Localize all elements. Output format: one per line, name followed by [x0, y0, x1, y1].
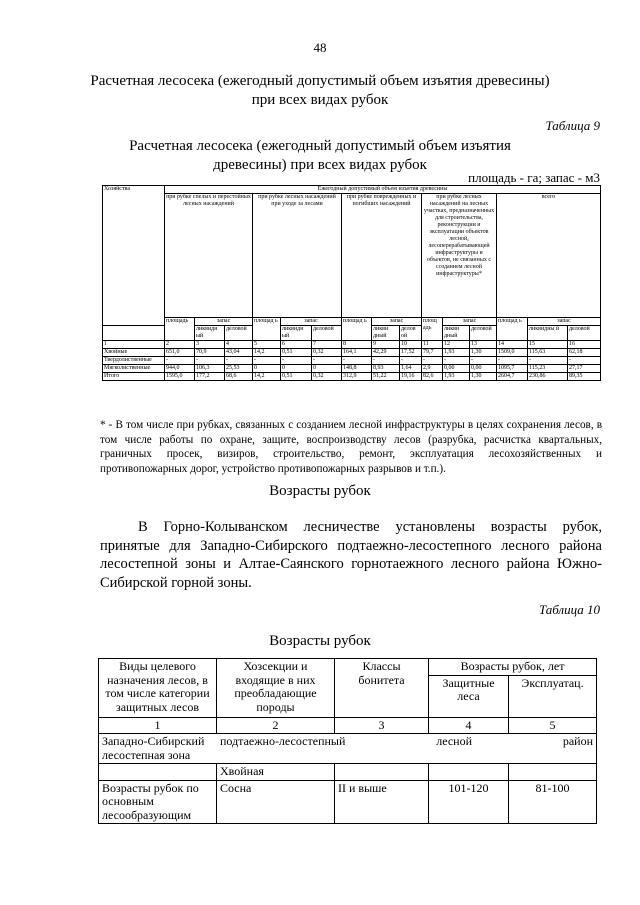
table-cell: 164,1 [342, 349, 372, 357]
table10-label: Таблица 10 [538, 602, 600, 617]
table-cell: - [470, 357, 497, 365]
col-number: 13 [470, 341, 497, 349]
table-cell: 230,86 [528, 373, 568, 381]
table9-units: площадь - га; запас - м3 [468, 170, 600, 185]
header-stock: запас [443, 318, 497, 326]
table-cell: 0 [281, 365, 312, 373]
col-number: 14 [497, 341, 528, 349]
t10-col-number: 4 [429, 717, 509, 734]
col-number: 6 [281, 341, 312, 349]
table-row [103, 357, 601, 365]
table10-title: Возрасты рубок [269, 633, 371, 649]
table-cell: - [165, 357, 195, 365]
table-cell: 19,16 [400, 373, 422, 381]
table-cell: 0,32 [312, 373, 342, 381]
table-cell: 944,0 [165, 365, 195, 373]
header-stock: запас [372, 318, 422, 326]
col-number: 1 [103, 341, 165, 349]
table-cell: 1,93 [443, 349, 470, 357]
cutting-volume-table [102, 185, 601, 381]
header-stock: запас [528, 318, 601, 326]
t10-row-exploitation: 81-100 [509, 780, 597, 824]
t10-row-species: Сосна [217, 780, 335, 824]
t10-region-left: Западно-Сибирский [102, 734, 205, 748]
table-cell: 2604,7 [497, 373, 528, 381]
col-number: 2 [165, 341, 195, 349]
header-group-infrastructure: при рубке лесных насаждений на лесных участках, предназначенных для строительства, реконструкции и эксплуатации объектов лесной, лесоперерабатывающей инфраструктуры и объектов, не связанных с созданием лесной инфраструктуры* [422, 194, 497, 318]
col-number: 7 [312, 341, 342, 349]
table-cell: 115,63 [528, 349, 568, 357]
row-name: Твердолиственные [103, 357, 165, 365]
t10-header-ages: Возрасты рубок, лет [429, 659, 597, 676]
table-cell: 1095,7 [497, 365, 528, 373]
table-cell: 42,29 [372, 349, 400, 357]
t10-region-word: подтаежно-лесостепный [220, 734, 346, 748]
table-cell: 0,51 [281, 373, 312, 381]
t10-region-word: лесной [436, 734, 473, 748]
header-business: деловой [225, 326, 253, 341]
t10-col-number: 1 [99, 717, 217, 734]
table-cell: 51,22 [372, 373, 400, 381]
table-cell: 1,93 [443, 373, 470, 381]
table-cell: 82,6 [422, 373, 443, 381]
table-cell: - [312, 357, 342, 365]
t10-header-sections: Хозсекции и входящие в них преобладающие породы [217, 659, 335, 718]
table-cell: 177,2 [195, 373, 225, 381]
footnote: * - В том числе при рубках, связанных с созданием лесной инфраструктуры в целях сохранения лесов, в том числе работы по охране, защите, воспроизводству лесов (разрубка, расчистка квартальных, граничных просек, визиров, строительство, ремонт, эксплуатация лесохозяйственных и противопожарных дорог, устройство противопожарных разрывов и т.п.). [100, 419, 602, 475]
col-number: 12 [443, 341, 470, 349]
t10-header-protective: Защитные леса [429, 675, 509, 717]
col-number: 4 [225, 341, 253, 349]
t10-header-bonitet: Классы бонитета [335, 659, 429, 718]
t10-row-bonitet: II и выше [335, 780, 429, 824]
header-liquid: ликвн дный [443, 326, 470, 341]
t10-region-row [99, 734, 597, 764]
table-cell: 25,53 [225, 365, 253, 373]
header-group-total: всего [497, 194, 601, 318]
t10-row-protective: 101-120 [429, 780, 509, 824]
t10-row-purpose: Возрасты рубок по основным лесообразующим [99, 780, 217, 824]
col-number: 8 [342, 341, 372, 349]
row-name: Мягколиственные [103, 365, 165, 373]
section-title: Возрасты рубок [269, 483, 371, 499]
table-row [103, 349, 601, 357]
header-annual: Ежегодный допустимый объем изъятия древесины [165, 186, 601, 194]
col-number: 10 [400, 341, 422, 349]
header-business: делов ой [400, 326, 422, 341]
header-business: деловой [470, 326, 497, 341]
header-liquid: ликвидн ый [195, 326, 225, 341]
table-cell: 1,64 [400, 365, 422, 373]
table-cell: - [422, 357, 443, 365]
table-cell: 1,30 [470, 349, 497, 357]
table-cell: 312,9 [342, 373, 372, 381]
table-cell: 0,00 [443, 365, 470, 373]
table-cell: 89,35 [568, 373, 601, 381]
table-cell: 2,9 [422, 365, 443, 373]
header-stock: запас [195, 318, 253, 326]
table-cell: 0,51 [281, 349, 312, 357]
table-cell: 651,0 [165, 349, 195, 357]
table-cell: 0 [312, 365, 342, 373]
header-area: площадь [165, 318, 195, 341]
table-row [103, 365, 601, 373]
header-liquid: ликвидн ый [281, 326, 312, 341]
col-number: 9 [372, 341, 400, 349]
table-cell: 1595,0 [165, 373, 195, 381]
table-cell: 0,00 [470, 365, 497, 373]
table-cell: - [497, 357, 528, 365]
table-cell: - [253, 357, 281, 365]
header-area: площ адь [422, 318, 443, 341]
table-cell: 27,17 [568, 365, 601, 373]
col-number: 5 [253, 341, 281, 349]
col-number: 16 [568, 341, 601, 349]
table-cell: - [225, 357, 253, 365]
column-numbers-row [103, 341, 601, 349]
header-area: площад ь [342, 318, 372, 341]
table-cell: 70,9 [195, 349, 225, 357]
table-cell: 62,18 [568, 349, 601, 357]
page-number: 48 [313, 40, 327, 55]
table-cell: - [528, 357, 568, 365]
col-number: 3 [195, 341, 225, 349]
t10-header-exploitation: Эксплуатац. [509, 675, 597, 717]
table-cell: - [372, 357, 400, 365]
table-cell: 0,32 [312, 349, 342, 357]
col-number: 11 [422, 341, 443, 349]
table-cell: 14,2 [253, 349, 281, 357]
table-cell: 17,52 [400, 349, 422, 357]
t10-region-sub: лесостепная зона [102, 747, 191, 762]
body-paragraph [100, 518, 602, 592]
t10-col-number: 5 [509, 717, 597, 734]
row-name: Хвойные [103, 349, 165, 357]
table-row [103, 373, 601, 381]
table-cell: 79,7 [422, 349, 443, 357]
header-liquid: ликвидны й [528, 326, 568, 341]
header-liquid: ликви дный [372, 326, 400, 341]
table-cell: 148,8 [342, 365, 372, 373]
table-cell: 0 [253, 365, 281, 373]
t10-region-word: район [562, 734, 593, 748]
header-group-thinning: при рубке лесных насаждений при уходе за лесами [253, 194, 342, 318]
t10-group-conifer: Хвойная [217, 764, 335, 781]
header-business: деловой [568, 326, 601, 341]
col-number: 15 [528, 341, 568, 349]
table-cell: - [195, 357, 225, 365]
header-stock: запас [281, 318, 342, 326]
header-business: деловой [312, 326, 342, 341]
table-cell: 1509,0 [497, 349, 528, 357]
table-cell: 106,3 [195, 365, 225, 373]
main-heading: Расчетная лесосека (ежегодный допустимый объем изъятия древесины) при всех видах рубок [90, 73, 550, 108]
table-cell: 43,04 [225, 349, 253, 357]
table9-label: Таблица 9 [545, 118, 600, 133]
table-cell: - [281, 357, 312, 365]
paragraph-text: В Горно-Колыванском лесничестве установлены возрасты рубок, принятые для Западно-Сибирского подтаежно-лесостепного лесного района лесостепной зоны и Алтае-Саянского горнотаежного лесного района Южно-Сибирской горной зоны. [100, 519, 602, 591]
table-cell: 14,2 [253, 373, 281, 381]
header-area: площад ь [253, 318, 281, 341]
t10-header-purpose: Виды целевого назначения лесов, в том числе категории защитных лесов [99, 659, 217, 718]
table-cell: 1,30 [470, 373, 497, 381]
table-cell: - [568, 357, 601, 365]
header-area: площад ь [497, 318, 528, 341]
t10-col-number: 3 [335, 717, 429, 734]
header-farms: Хозяйства [103, 186, 165, 326]
cutting-age-table [98, 658, 597, 824]
table-cell: 115,23 [528, 365, 568, 373]
table-cell: - [342, 357, 372, 365]
t10-col-number: 2 [217, 717, 335, 734]
table-cell: 68,6 [225, 373, 253, 381]
row-name: Итого [103, 373, 165, 381]
table-cell: - [443, 357, 470, 365]
table-cell: 8,93 [372, 365, 400, 373]
table9-title: Расчетная лесосека (ежегодный допустимый объем изъятия древесины) при всех видах рубок [129, 138, 511, 173]
header-group-damaged: при рубке поврежденных и погибших насаждений [342, 194, 422, 318]
header-group-mature: при рубке спелых и перестойных лесных насаждений [165, 194, 253, 318]
table-cell: - [400, 357, 422, 365]
